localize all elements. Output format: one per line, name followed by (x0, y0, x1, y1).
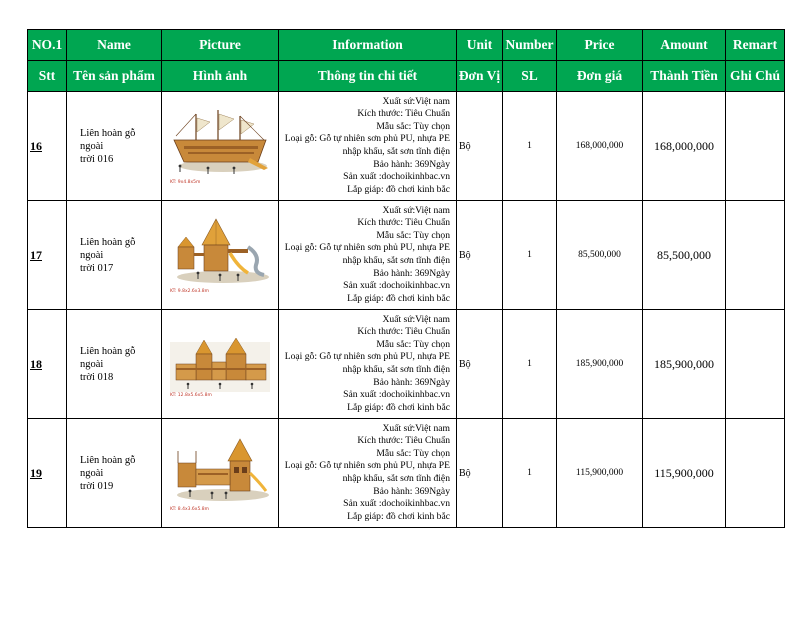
table-row (28, 419, 785, 528)
row-unit: Bộ (457, 201, 503, 310)
row-information: Xuất sứ:Việt nam Kích thước: Tiêu Chuẩn Mẫu sắc: Tùy chọn Loại gỗ: Gỗ tự nhiên sơn phủ PU, nhựa PE nhập khẩu, sắt sơn tĩnh điện Bảo hành: 369Ngày Sản xuất :dochoikinhbac.vn Lắp giáp: đồ chơi kinh bắc (279, 419, 457, 528)
row-note (726, 310, 785, 419)
castle-playground-image (168, 324, 272, 404)
col-header-thanh-tien: Thành Tiền (643, 61, 726, 92)
row-information: Xuất sứ:Việt nam Kích thước: Tiêu Chuẩn Mẫu sắc: Tùy chọn Loại gỗ: Gỗ tự nhiên sơn phủ PU, nhựa PE nhập khẩu, sắt sơn tĩnh điện Bảo hành: 369Ngày Sản xuất :dochoikinhbac.vn Lắp giáp: đồ chơi kinh bắc (279, 201, 457, 310)
row-picture (162, 201, 279, 310)
table-row (28, 92, 785, 201)
row-quantity: 1 (503, 310, 557, 419)
col-header-sl: SL (503, 61, 557, 92)
col-header-remark: Remart (726, 30, 785, 61)
tower-slide-playground-image (168, 215, 272, 295)
row-product-name: Liên hoàn gỗ ngoài trời 019 (67, 419, 162, 528)
col-header-hinh-anh: Hình ảnh (162, 61, 279, 92)
pirate-ship-playground-image (168, 106, 272, 186)
image-caption: KT: 9.8x2.6x3.8m (170, 289, 209, 294)
col-header-information: Information (279, 30, 457, 61)
row-amount: 85,500,000 (643, 201, 726, 310)
col-header-ghi-chu: Ghi Chú (726, 61, 785, 92)
row-stt[interactable]: 19 (28, 419, 67, 528)
fort-playground-image (168, 433, 272, 513)
image-caption: KT: 8.4x3.6x5.8m (170, 507, 209, 512)
table-row (28, 310, 785, 419)
row-quantity: 1 (503, 201, 557, 310)
row-note (726, 92, 785, 201)
row-note (726, 201, 785, 310)
row-information: Xuất sứ:Việt nam Kích thước: Tiêu Chuẩn Mẫu sắc: Tùy chọn Loại gỗ: Gỗ tự nhiên sơn phủ PU, nhựa PE nhập khẩu, sắt sơn tĩnh điện Bảo hành: 369Ngày Sản xuất :dochoikinhbac.vn Lắp giáp: đồ chơi kinh bắc (279, 310, 457, 419)
row-unit-price: 185,900,000 (557, 310, 643, 419)
col-header-picture: Picture (162, 30, 279, 61)
row-amount: 115,900,000 (643, 419, 726, 528)
row-stt[interactable]: 17 (28, 201, 67, 310)
row-unit: Bộ (457, 419, 503, 528)
col-header-don-vi: Đơn Vị (457, 61, 503, 92)
row-product-name: Liên hoàn gỗ ngoài trời 016 (67, 92, 162, 201)
row-product-name: Liên hoàn gỗ ngoài trời 017 (67, 201, 162, 310)
row-unit-price: 85,500,000 (557, 201, 643, 310)
row-picture (162, 419, 279, 528)
col-header-amount: Amount (643, 30, 726, 61)
col-header-no: NO.1 (28, 30, 67, 61)
row-quantity: 1 (503, 419, 557, 528)
image-caption: KT: 9x4.8x5m (170, 180, 201, 185)
row-amount: 168,000,000 (643, 92, 726, 201)
header-row-english (28, 30, 785, 61)
row-unit-price: 115,900,000 (557, 419, 643, 528)
row-stt[interactable]: 18 (28, 310, 67, 419)
row-stt[interactable]: 16 (28, 92, 67, 201)
header-row-vietnamese (28, 61, 785, 92)
row-quantity: 1 (503, 92, 557, 201)
col-header-price: Price (557, 30, 643, 61)
col-header-thong-tin: Thông tin chi tiết (279, 61, 457, 92)
row-picture (162, 92, 279, 201)
col-header-unit: Unit (457, 30, 503, 61)
row-unit: Bộ (457, 310, 503, 419)
row-information: Xuất sứ:Việt nam Kích thước: Tiêu Chuẩn Mẫu sắc: Tùy chọn Loại gỗ: Gỗ tự nhiên sơn phủ PU, nhựa PE nhập khẩu, sắt sơn tĩnh điện Bảo hành: 369Ngày Sản xuất :dochoikinhbac.vn Lắp giáp: đồ chơi kinh bắc (279, 92, 457, 201)
row-unit-price: 168,000,000 (557, 92, 643, 201)
row-product-name: Liên hoàn gỗ ngoài trời 018 (67, 310, 162, 419)
table-row (28, 201, 785, 310)
col-header-don-gia: Đơn giá (557, 61, 643, 92)
row-note (726, 419, 785, 528)
product-price-table (27, 29, 785, 528)
col-header-stt: Stt (28, 61, 67, 92)
col-header-name: Name (67, 30, 162, 61)
row-unit: Bộ (457, 92, 503, 201)
col-header-number: Number (503, 30, 557, 61)
image-caption: KT: 12.8x5.6x5.8m (170, 393, 212, 398)
row-picture (162, 310, 279, 419)
row-amount: 185,900,000 (643, 310, 726, 419)
col-header-ten-san-pham: Tên sản phẩm (67, 61, 162, 92)
